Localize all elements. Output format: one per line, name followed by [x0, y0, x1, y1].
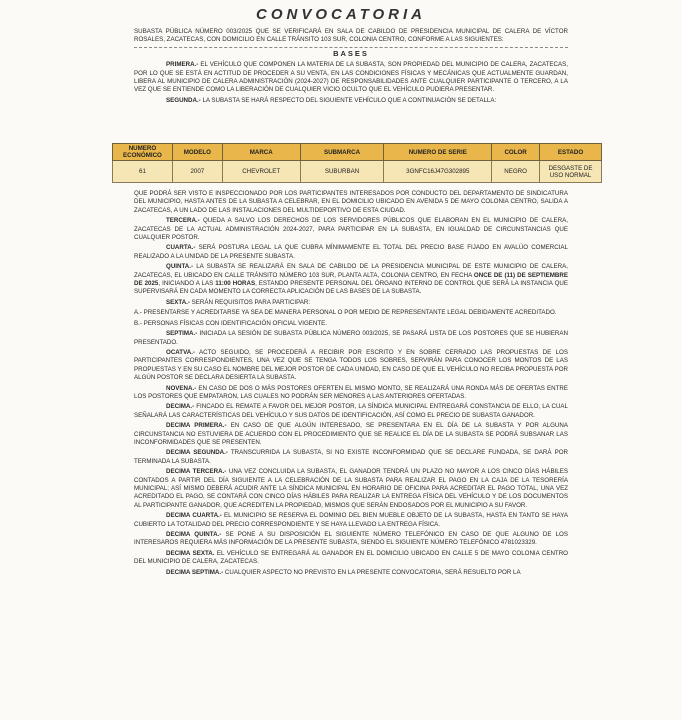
bases-heading: BASES: [333, 48, 369, 58]
clause-label: DECIMA.-: [166, 403, 195, 411]
clause-text: TRANSCURRIDA LA SUBASTA, SI NO EXISTE INCONFORMIDAD QUE SE DECLARE FUNDADA, SE DARÁ POR TERMINADA LA SUBASTA.: [134, 449, 568, 465]
clause-label: DECIMA TERCERA.-: [166, 468, 227, 476]
table-cell: DESGASTE DE USO NORMAL: [540, 161, 602, 183]
clause-septima: [134, 330, 568, 347]
clause-text: EL VEHÍCULO SE ENTREGARÁ AL GANADOR EN EL DOMICILIO UBICADO EN CALLE 5 DE MAYO COLONIA CENTRO DEL MUNICIPIO DE CALERA, ZACATECAS.: [134, 549, 568, 566]
clause-label: DECIMA SEPTIMA.-: [166, 568, 224, 576]
clause-text: SERÁN REQUISITOS PARA PARTICIPAR:: [189, 298, 311, 306]
table-row: [113, 161, 602, 183]
clause-decima: [134, 403, 568, 420]
clause-text: CUALQUIER ASPECTO NO PREVISTO EN LA PRESENTE CONVOCATORIA, SERÁ RESUELTO POR LA: [223, 568, 521, 576]
clause-decima-sexta: [134, 550, 568, 567]
table-cell: NEGRO: [492, 161, 540, 183]
clause-label: QUINTA.-: [166, 263, 194, 271]
clause-label: DECIMA PRIMERA.-: [166, 422, 227, 430]
clause-text: EL MUNICIPIO SE RESERVA EL DOMINIO DEL BIEN MUEBLE OBJETO DE LA SUBASTA, HASTA EN TANTO SE HAYA CUBIERTO LA TOTALIDAD DEL PRECIO CORRESPONDIENTE Y SE HAYA LLEVADO LA ENTREGA FÍSICA.: [134, 512, 569, 528]
clause-cuarta: [134, 244, 568, 261]
clause-decima-tercera: [134, 468, 568, 510]
column-header: ESTADO: [540, 144, 602, 161]
clause-text: SE PONE A SU DISPOSICIÓN EL SIGUIENTE NÚMERO TELEFÓNICO EN CASO DE QUE ALGUNO DE LOS INTERESAROS REQUIERA MÁS INFORMACIÓN DE LA PRESENTE SUBASTA, SIENDO EL SIGUIENTE NÚMERO TELEFÓNICO 4781023329.: [134, 531, 568, 547]
clause-decima-primera: [134, 422, 568, 447]
document-body-top: [134, 28, 568, 107]
clause-label: SEXTA.-: [166, 298, 190, 306]
vehicle-table: [112, 143, 602, 183]
clause-text: UNA VEZ CONCLUIDA LA SUBASTA, EL GANADOR TENDRÁ UN PLAZO NO MAYOR A LOS CINCO DÍAS HÁBILES CONTADOS A PARTIR DEL DÍA SIGUIENTE A LA CELEBRACIÓN DE LA SUBASTA PARA REALIZAR EL PAGO EN LA CAJA DE LA TESORERÍA MUNICIPAL; ASÍ MISMO DEBERÁ ACUDIR ANTE LA SÍNDICA MUNICIPAL EN HORARIO DE OFICINA PARA ACREDITAR EL PAGO TOTAL, UNA VEZ ACREDITADO EL PAGO, SE CONTARÁ CON CINCO DÍAS HÁBILES PARA REALIZAR LA ENTREGA FÍSICA DEL VEHÍCULO Y DE LOS DOCUMENTOS AL PARTICIPANTE GANADOR, QUE ACREDITEN LA PROPIEDAD, MISMOS QUE SERÁN ENDOSADOS POR EL MUNICIPIO A SU FAVOR.: [134, 468, 568, 509]
table-cell: 2007: [172, 161, 222, 183]
requirement-a: A.- PRESENTARSE Y ACREDITARSE YA SEA DE MANERA PERSONAL O POR MEDIO DE REPRESENTANTE LEGAL DEBIDAMENTE ACREDITADO.: [134, 309, 557, 317]
clause-text: EL VEHÍCULO QUE COMPONEN LA MATERIA DE LA SUBASTA, SON PROPIEDAD DEL MUNICIPIO DE CALERA, ZACATECAS, POR LO QUE SE ESTÁ EN ACTITUD DE PROCEDER A SU VENTA, EN LAS CONDICIONES FÍSICAS Y MECÁNICAS QUE ACTUALMENTE GUARDAN, LIBERA AL MUNICIPIO DE CALERA ADMINISTRACIÓN (2024-2027) DE RESPONSABILIDADES ANTE CUALQUIER PARTICIPANTE O TERCERO, A LA VEZ QUE SE ENTIENDE COMO LA LIBERACIÓN DE CUALQUIER VICIO OCULTO QUE EL VEHÍCULO PUDIERA PRESENTAR.: [134, 61, 568, 94]
clause-label: NOVENA.-: [166, 384, 197, 392]
divider: [134, 47, 568, 48]
clause-quinta: [134, 263, 568, 297]
clause-label: SEGUNDA.-: [166, 96, 201, 104]
clause-decima-segunda: [134, 449, 568, 466]
clause-decima-septima: [134, 569, 568, 577]
page-title: CONVOCATORIA: [256, 6, 426, 23]
requirement-b: B.- PERSONAS FÍSICAS CON IDENTIFICACIÓN OFICIAL VIGENTE.: [134, 319, 327, 327]
clause-sexta: [134, 299, 568, 307]
column-header: NUMERO DE SERIE: [384, 144, 492, 161]
table-cell: 3GNFC16J47G302895: [384, 161, 492, 183]
after-table-paragraph: QUE PODRÁ SER VISTO E INSPECCIONADO POR LOS PARTICIPANTES INTERESADOS POR CONDUCTO DEL DEPARTAMENTO DE SINDICATURA DEL MUNICIPIO, HASTA ANTES DE LA SUBASTA A CELEBRAR, EN EL DOMICILIO UBICADO EN AVENIDA 5 DE MAYO COLONIA CENTRO, SALIDA A ZACATECAS, A UN LADO DE LAS INSTALACIONES DEL MULTIDEPORTIVO DE ESTA CIUDAD.: [134, 190, 568, 214]
auction-hour: 11:00 HORAS: [215, 280, 256, 288]
table-cell: CHEVROLET: [222, 161, 300, 183]
clause-text: LA SUBASTA SE REALIZARÁ EN SALA DE CABILDO DE LA PRESIDENCIA MUNICIPAL DE ESTE MUNICIPIO DE CALERA, ZACATECAS, EL UBICADO EN CALLE TRÁNSITO NÚMERO 103 SUR, PLANTA ALTA, COLONIA CENTRO, EN FECHA: [134, 263, 568, 279]
clause-text: EN CASO DE QUE ALGÚN INTERESADO, SE PRESENTARA EN EL DÍA DE LA SUBASTA Y POR ALGUNA CIRCUNSTANCIA NO ESTUVIERA DE ACUERDO CON EL PROCEDIMIENTO QUE SE REALICE EL DÍA DE LA SUBASTA SE PODRÁ SUBSANAR LAS INCONFORMIDADES QUE SE PRESENTEN.: [134, 422, 568, 446]
clause-novena: [134, 385, 568, 402]
clause-text: EN CASO DE DOS O MÁS POSTORES OFERTEN EL MISMO MONTO, SE REALIZARÁ UNA RONDA MÁS DE OFERTAS ENTRE LOS POSTORES QUE EMPATARON, LAS CUALES NO PODRÁN SER MENORES A LAS ANTERIORES OFERTADAS.: [134, 384, 568, 400]
table-cell: 61: [113, 161, 173, 183]
clause-label: PRIMERA.-: [166, 61, 199, 69]
column-header: NUMERO ECONÓMICO: [113, 144, 173, 161]
clause-text: ACTO SEGUIDO, SE PROCEDERÁ A RECIBIR POR ESCRITO Y EN SOBRE CERRADO LAS PROPUESTAS DE LOS PARTICIPANTES CORRESPONDIENTES, UNA VEZ QUE SE TENGA TODOS LOS SOBRES, SERVIRÁN PARA CONOCER LOS MONTOS DE LAS PROPUESTAS Y EN SU CASO EL NOMBRE DEL MEJOR POSTOR DE CADA UNIDAD, EN CASO DE QUE EL VEHÍCULO NO RECIBA PROPUESTA POR ALGÚN POSTOR SE DECLARA DESIERTA LA SUBASTA.: [134, 348, 568, 382]
table-cell: SUBURBAN: [300, 161, 384, 183]
document-body-bottom: [134, 190, 568, 579]
clause-label: SEPTIMA.-: [166, 330, 198, 338]
column-header: MODELO: [172, 144, 222, 161]
clause-label: OCATVA.-: [166, 348, 195, 356]
column-header: COLOR: [492, 144, 540, 161]
clause-segunda: [134, 97, 568, 105]
table-header-row: [113, 144, 602, 161]
intro-paragraph: SUBASTA PÚBLICA NÚMERO 003/2025 QUE SE VERIFICARÁ EN SALA DE CABILDO DE PRESIDENCIA MUNICIPAL DE CALERA DE VÍCTOR ROSALES, ZACATECAS, CON DOMICILIO EN CALLE TRÁNSITO 103 SUR, COLONIA CENTRO, CONFORME A LAS SIGUIENTES:: [134, 28, 568, 44]
clause-text: , INICIANDO A LAS: [158, 280, 216, 288]
clause-text: QUEDA A SALVO LOS DERECHOS DE LOS SERVIDORES PÚBLICOS QUE ELABORAN EN EL MUNICIPIO DE CALERA, ZACATECAS DE LA ACTUAL ADMINISTRACIÓN 2024-2027, PARA PARTICIPAR EN LA SUBASTA, EN IGUALDAD DE CIRCUNSTANCIAS QUE CUALQUIER POSTOR.: [134, 217, 568, 242]
clause-label: DECIMA QUINTA.-: [166, 531, 222, 539]
clause-label: DECIMA SEGUNDA.-: [166, 449, 228, 457]
clause-label: CUARTA.-: [166, 244, 196, 252]
column-header: SUBMARCA: [300, 144, 384, 161]
clause-text: INICIADA LA SESIÓN DE SUBASTA PÚBLICA NÚMERO 003/2025, SE PASARÁ LISTA DE LOS POSTORES QUE SE HUBIERAN PRESENTADO.: [134, 330, 568, 346]
clause-tercera: [134, 217, 568, 242]
clause-text: SERÁ POSTURA LEGAL LA QUE CUBRA MÍNIMAMENTE EL TOTAL DEL PRECIO BASE FIJADO EN AVALÚO COMERCIAL REALIZADO A LA UNIDAD DE LA PRESENTE SUBASTA.: [134, 244, 568, 260]
clause-label: TERCERA.-: [166, 217, 200, 225]
clause-text: FINCADO EL REMATE A FAVOR DEL MEJOR POSTOR, LA SÍNDICA MUNICIPAL ENTREGARÁ CONSTANCIA DE ELLO, LA CUAL SEÑALARÁ LAS CARACTERÍSTICAS DEL VEHÍCULO Y SUS DATOS DE IDENTIFICACIÓN, ASÍ COMO EL PRECIO DE SUBASTA GANADOR.: [134, 403, 568, 419]
auction-date: ONCE DE (11) DE SEPTIEMBRE DE 2025: [134, 271, 568, 288]
clause-label: DECIMA CUARTA.-: [166, 512, 222, 520]
clause-primera: [134, 61, 568, 95]
clause-text: LA SUBASTA SE HARÁ RESPECTO DEL SIGUIENTE VEHÍCULO QUE A CONTINUACIÓN SE DETALLA:: [200, 96, 497, 104]
clause-text: , ESTANDO PRESENTE PERSONAL DEL ÓRGANO INTERNO DE CONTROL QUE SERÁ LA INSTANCIA QUE SUPERVISARÁ EN CADA MOMENTO LA CORRECTA APLICACIÓN DE LAS BASES DE LA SUBASTA.: [134, 280, 568, 296]
clause-decima-quinta: [134, 531, 568, 548]
clause-octava: [134, 349, 568, 383]
column-header: MARCA: [222, 144, 300, 161]
clause-label: DECIMA SEXTA.: [166, 549, 215, 557]
clause-decima-cuarta: [134, 512, 568, 529]
